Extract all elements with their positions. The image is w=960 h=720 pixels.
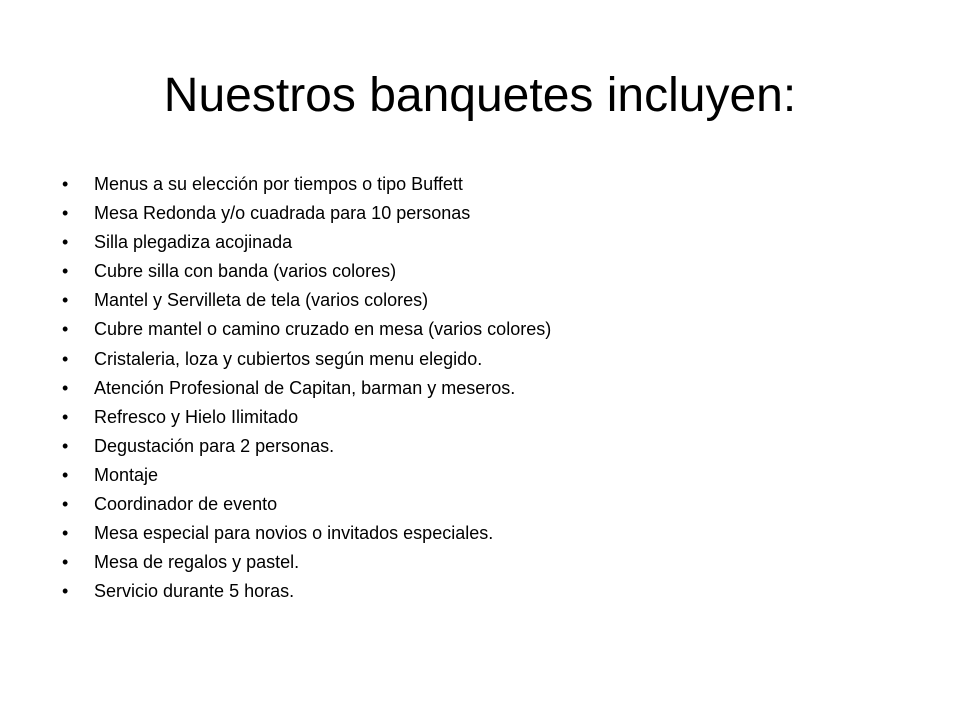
list-item-text: Degustación para 2 personas. bbox=[94, 435, 335, 456]
bullet-icon: • bbox=[62, 581, 69, 602]
list-item-text: Mesa Redonda y/o cuadrada para 10 personas bbox=[94, 203, 471, 224]
list-item-text: Mesa de regalos y pastel. bbox=[94, 552, 300, 573]
list-item bbox=[62, 461, 551, 490]
bullet-icon: • bbox=[62, 348, 69, 369]
list-item-text: Silla plegadiza acojinada bbox=[94, 232, 293, 253]
bullet-icon: • bbox=[62, 377, 69, 398]
bullet-icon: • bbox=[62, 464, 69, 485]
list-item bbox=[62, 490, 551, 519]
list-item-text: Servicio durante 5 horas. bbox=[94, 581, 295, 602]
bullet-icon: • bbox=[62, 494, 69, 515]
list-item bbox=[62, 228, 551, 257]
list-item-text: Refresco y Hielo Ilimitado bbox=[94, 406, 299, 427]
bullet-icon: • bbox=[62, 319, 69, 340]
bullet-icon: • bbox=[62, 435, 69, 456]
list-item bbox=[62, 345, 551, 374]
bullet-icon: • bbox=[62, 523, 69, 544]
bullet-icon: • bbox=[62, 552, 69, 573]
bullet-icon: • bbox=[62, 261, 69, 282]
bullet-icon: • bbox=[62, 174, 69, 194]
list-item bbox=[62, 257, 551, 286]
list-item-text: Mesa especial para novios o invitados especiales. bbox=[94, 523, 494, 544]
list-item-text: Menus a su elección por tiempos o tipo Buffett bbox=[94, 174, 463, 194]
bullet-icon: • bbox=[62, 203, 69, 224]
list-item bbox=[62, 374, 551, 403]
slide-title: Nuestros banquetes incluyen: bbox=[163, 69, 797, 122]
bullet-icon: • bbox=[62, 232, 69, 253]
bullet-icon: • bbox=[62, 290, 69, 311]
list-item bbox=[62, 403, 551, 432]
list-item-text: Cubre silla con banda (varios colores) bbox=[94, 261, 397, 282]
list-item-text: Cubre mantel o camino cruzado en mesa (varios colores) bbox=[94, 319, 552, 340]
list-item-text: Montaje bbox=[94, 464, 159, 485]
list-item-text: Coordinador de evento bbox=[94, 494, 278, 515]
list-item bbox=[62, 199, 551, 228]
list-item bbox=[62, 315, 551, 344]
list-item-text: Cristaleria, loza y cubiertos según menu elegido. bbox=[94, 348, 483, 369]
list-item bbox=[62, 432, 551, 461]
list-item-text: Mantel y Servilleta de tela (varios colores) bbox=[94, 290, 429, 311]
list-item bbox=[62, 519, 551, 548]
list-item bbox=[62, 286, 551, 315]
list-item bbox=[62, 577, 551, 606]
list-item bbox=[62, 548, 551, 577]
bullet-list bbox=[62, 170, 551, 606]
list-item-text: Atención Profesional de Capitan, barman y meseros. bbox=[94, 377, 516, 398]
list-item bbox=[62, 170, 551, 199]
bullet-icon: • bbox=[62, 406, 69, 427]
